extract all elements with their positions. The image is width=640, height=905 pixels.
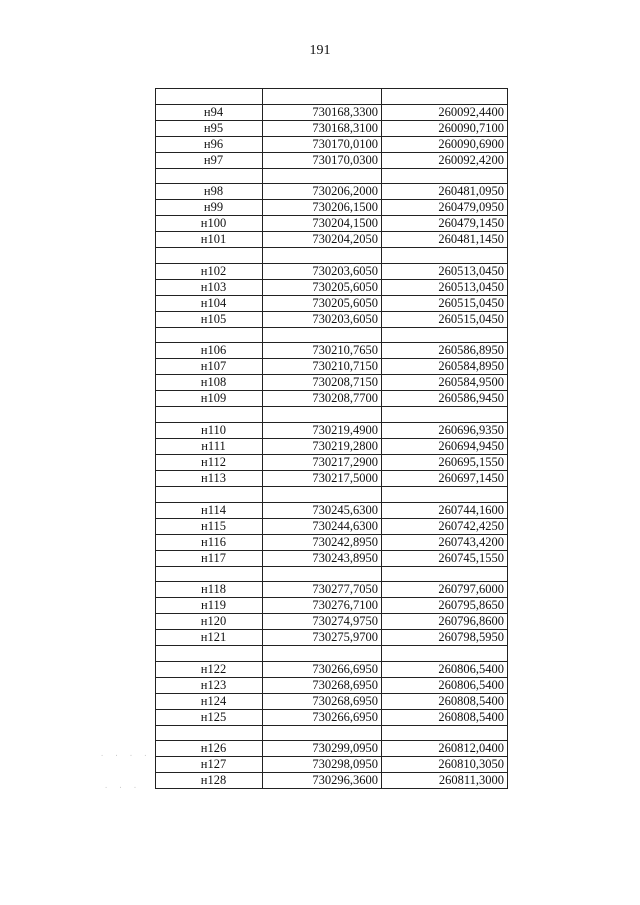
- x-coordinate-cell: 730268,6950: [263, 677, 382, 693]
- point-id-cell: н114: [156, 502, 263, 518]
- table-row: [156, 136, 508, 152]
- table-row: [156, 232, 508, 248]
- table-row: [156, 200, 508, 216]
- y-coordinate-cell: 260796,8600: [382, 614, 508, 630]
- point-id-cell: н128: [156, 773, 263, 789]
- y-coordinate-cell: 260806,5400: [382, 677, 508, 693]
- x-coordinate-cell: 730170,0300: [263, 152, 382, 168]
- y-coordinate-cell: 260795,8650: [382, 598, 508, 614]
- table-separator-row: [156, 248, 508, 264]
- y-coordinate-cell: 260696,9350: [382, 422, 508, 438]
- point-id-cell: н127: [156, 757, 263, 773]
- x-coordinate-cell: 730168,3100: [263, 120, 382, 136]
- table-row: [156, 741, 508, 757]
- x-coordinate-cell: 730170,0100: [263, 136, 382, 152]
- y-coordinate-cell: 260744,1600: [382, 502, 508, 518]
- y-coordinate-cell: 260808,5400: [382, 709, 508, 725]
- x-coordinate-cell: 730210,7150: [263, 359, 382, 375]
- point-id-cell: н107: [156, 359, 263, 375]
- y-coordinate-cell: 260743,4200: [382, 534, 508, 550]
- point-id-cell: н106: [156, 343, 263, 359]
- x-coordinate-cell: 730268,6950: [263, 693, 382, 709]
- y-coordinate-cell: [382, 407, 508, 423]
- point-id-cell: н105: [156, 311, 263, 327]
- x-coordinate-cell: [263, 486, 382, 502]
- y-coordinate-cell: 260806,5400: [382, 661, 508, 677]
- x-coordinate-cell: 730208,7700: [263, 391, 382, 407]
- table-row: [156, 709, 508, 725]
- table-row: [156, 104, 508, 120]
- x-coordinate-cell: 730277,7050: [263, 582, 382, 598]
- table-row: [156, 120, 508, 136]
- x-coordinate-cell: 730206,2000: [263, 184, 382, 200]
- table-row: [156, 422, 508, 438]
- point-id-cell: н113: [156, 470, 263, 486]
- table-row: [156, 550, 508, 566]
- table-row: [156, 502, 508, 518]
- point-id-cell: н125: [156, 709, 263, 725]
- x-coordinate-cell: 730168,3300: [263, 104, 382, 120]
- y-coordinate-cell: 260798,5950: [382, 630, 508, 646]
- table-row: [156, 693, 508, 709]
- table-row: [156, 375, 508, 391]
- point-id-cell: н117: [156, 550, 263, 566]
- x-coordinate-cell: [263, 407, 382, 423]
- y-coordinate-cell: 260797,6000: [382, 582, 508, 598]
- page-number: 191: [309, 43, 331, 58]
- point-id-cell: н94: [156, 104, 263, 120]
- y-coordinate-cell: 260586,8950: [382, 343, 508, 359]
- x-coordinate-cell: 730219,2800: [263, 438, 382, 454]
- table-separator-row: [156, 486, 508, 502]
- y-coordinate-cell: 260810,3050: [382, 757, 508, 773]
- x-coordinate-cell: 730243,8950: [263, 550, 382, 566]
- point-id-cell: н104: [156, 295, 263, 311]
- table-row: [156, 295, 508, 311]
- x-coordinate-cell: 730298,0950: [263, 757, 382, 773]
- x-coordinate-cell: [263, 168, 382, 184]
- table-separator-row: [156, 646, 508, 662]
- point-id-cell: н119: [156, 598, 263, 614]
- point-id-cell: н126: [156, 741, 263, 757]
- point-id-cell: н122: [156, 661, 263, 677]
- x-coordinate-cell: 730276,7100: [263, 598, 382, 614]
- y-coordinate-cell: [382, 566, 508, 582]
- table-row: [156, 757, 508, 773]
- table-row: [156, 582, 508, 598]
- point-id-cell: н120: [156, 614, 263, 630]
- table-row: [156, 391, 508, 407]
- table-row: [156, 661, 508, 677]
- x-coordinate-cell: 730274,9750: [263, 614, 382, 630]
- x-coordinate-cell: 730204,1500: [263, 216, 382, 232]
- y-coordinate-cell: 260584,8950: [382, 359, 508, 375]
- y-coordinate-cell: [382, 168, 508, 184]
- y-coordinate-cell: 260515,0450: [382, 295, 508, 311]
- table-row: [156, 677, 508, 693]
- table-row: [156, 630, 508, 646]
- x-coordinate-cell: [263, 89, 382, 105]
- table-row: [156, 152, 508, 168]
- x-coordinate-cell: [263, 646, 382, 662]
- x-coordinate-cell: 730242,8950: [263, 534, 382, 550]
- y-coordinate-cell: 260479,0950: [382, 200, 508, 216]
- table-separator-row: [156, 327, 508, 343]
- table-row: [156, 454, 508, 470]
- y-coordinate-cell: 260092,4400: [382, 104, 508, 120]
- point-id-cell: н100: [156, 216, 263, 232]
- x-coordinate-cell: 730299,0950: [263, 741, 382, 757]
- point-id-cell: [156, 327, 263, 343]
- y-coordinate-cell: [382, 646, 508, 662]
- point-id-cell: [156, 248, 263, 264]
- y-coordinate-cell: 260515,0450: [382, 311, 508, 327]
- x-coordinate-cell: 730266,6950: [263, 709, 382, 725]
- table-separator-row: [156, 725, 508, 741]
- y-coordinate-cell: 260812,0400: [382, 741, 508, 757]
- coordinates-table: [155, 88, 508, 789]
- table-row: [156, 343, 508, 359]
- point-id-cell: н111: [156, 438, 263, 454]
- x-coordinate-cell: 730210,7650: [263, 343, 382, 359]
- point-id-cell: н102: [156, 263, 263, 279]
- point-id-cell: н118: [156, 582, 263, 598]
- point-id-cell: н112: [156, 454, 263, 470]
- y-coordinate-cell: [382, 327, 508, 343]
- y-coordinate-cell: 260697,1450: [382, 470, 508, 486]
- point-id-cell: н110: [156, 422, 263, 438]
- x-coordinate-cell: 730208,7150: [263, 375, 382, 391]
- point-id-cell: н115: [156, 518, 263, 534]
- y-coordinate-cell: 260586,9450: [382, 391, 508, 407]
- table-separator-row: [156, 89, 508, 105]
- point-id-cell: н108: [156, 375, 263, 391]
- y-coordinate-cell: 260092,4200: [382, 152, 508, 168]
- table-row: [156, 518, 508, 534]
- x-coordinate-cell: 730266,6950: [263, 661, 382, 677]
- y-coordinate-cell: 260694,9450: [382, 438, 508, 454]
- x-coordinate-cell: 730203,6050: [263, 311, 382, 327]
- x-coordinate-cell: 730245,6300: [263, 502, 382, 518]
- x-coordinate-cell: 730296,3600: [263, 773, 382, 789]
- point-id-cell: [156, 168, 263, 184]
- point-id-cell: н99: [156, 200, 263, 216]
- table-row: [156, 773, 508, 789]
- table-row: [156, 598, 508, 614]
- point-id-cell: н124: [156, 693, 263, 709]
- point-id-cell: н101: [156, 232, 263, 248]
- table-row: [156, 279, 508, 295]
- point-id-cell: н98: [156, 184, 263, 200]
- y-coordinate-cell: [382, 486, 508, 502]
- y-coordinate-cell: 260745,1550: [382, 550, 508, 566]
- y-coordinate-cell: 260479,1450: [382, 216, 508, 232]
- table-row: [156, 359, 508, 375]
- table-row: [156, 216, 508, 232]
- x-coordinate-cell: [263, 327, 382, 343]
- x-coordinate-cell: 730275,9700: [263, 630, 382, 646]
- point-id-cell: н103: [156, 279, 263, 295]
- x-coordinate-cell: [263, 248, 382, 264]
- y-coordinate-cell: 260481,1450: [382, 232, 508, 248]
- y-coordinate-cell: 260808,5400: [382, 693, 508, 709]
- x-coordinate-cell: 730205,6050: [263, 295, 382, 311]
- x-coordinate-cell: [263, 725, 382, 741]
- x-coordinate-cell: [263, 566, 382, 582]
- y-coordinate-cell: 260584,9500: [382, 375, 508, 391]
- x-coordinate-cell: 730203,6050: [263, 263, 382, 279]
- y-coordinate-cell: [382, 248, 508, 264]
- table-separator-row: [156, 168, 508, 184]
- point-id-cell: н123: [156, 677, 263, 693]
- table-row: [156, 614, 508, 630]
- x-coordinate-cell: 730204,2050: [263, 232, 382, 248]
- x-coordinate-cell: 730217,5000: [263, 470, 382, 486]
- y-coordinate-cell: 260090,7100: [382, 120, 508, 136]
- table-row: [156, 438, 508, 454]
- x-coordinate-cell: 730219,4900: [263, 422, 382, 438]
- point-id-cell: [156, 486, 263, 502]
- scan-smudge: · · · ·: [100, 752, 151, 760]
- table-row: [156, 263, 508, 279]
- y-coordinate-cell: 260513,0450: [382, 263, 508, 279]
- x-coordinate-cell: 730206,1500: [263, 200, 382, 216]
- point-id-cell: н116: [156, 534, 263, 550]
- table-row: [156, 184, 508, 200]
- x-coordinate-cell: 730205,6050: [263, 279, 382, 295]
- y-coordinate-cell: 260513,0450: [382, 279, 508, 295]
- point-id-cell: н109: [156, 391, 263, 407]
- table-row: [156, 534, 508, 550]
- point-id-cell: н96: [156, 136, 263, 152]
- coordinates-table-body: [156, 89, 508, 789]
- y-coordinate-cell: [382, 725, 508, 741]
- point-id-cell: н95: [156, 120, 263, 136]
- point-id-cell: [156, 407, 263, 423]
- point-id-cell: [156, 89, 263, 105]
- x-coordinate-cell: 730244,6300: [263, 518, 382, 534]
- x-coordinate-cell: 730217,2900: [263, 454, 382, 470]
- table-separator-row: [156, 566, 508, 582]
- y-coordinate-cell: 260481,0950: [382, 184, 508, 200]
- point-id-cell: [156, 646, 263, 662]
- point-id-cell: [156, 725, 263, 741]
- y-coordinate-cell: 260090,6900: [382, 136, 508, 152]
- table-separator-row: [156, 407, 508, 423]
- y-coordinate-cell: 260811,3000: [382, 773, 508, 789]
- point-id-cell: н121: [156, 630, 263, 646]
- table-row: [156, 470, 508, 486]
- y-coordinate-cell: 260742,4250: [382, 518, 508, 534]
- y-coordinate-cell: [382, 89, 508, 105]
- y-coordinate-cell: 260695,1550: [382, 454, 508, 470]
- point-id-cell: [156, 566, 263, 582]
- scan-smudge: · · ·: [104, 784, 141, 792]
- point-id-cell: н97: [156, 152, 263, 168]
- table-row: [156, 311, 508, 327]
